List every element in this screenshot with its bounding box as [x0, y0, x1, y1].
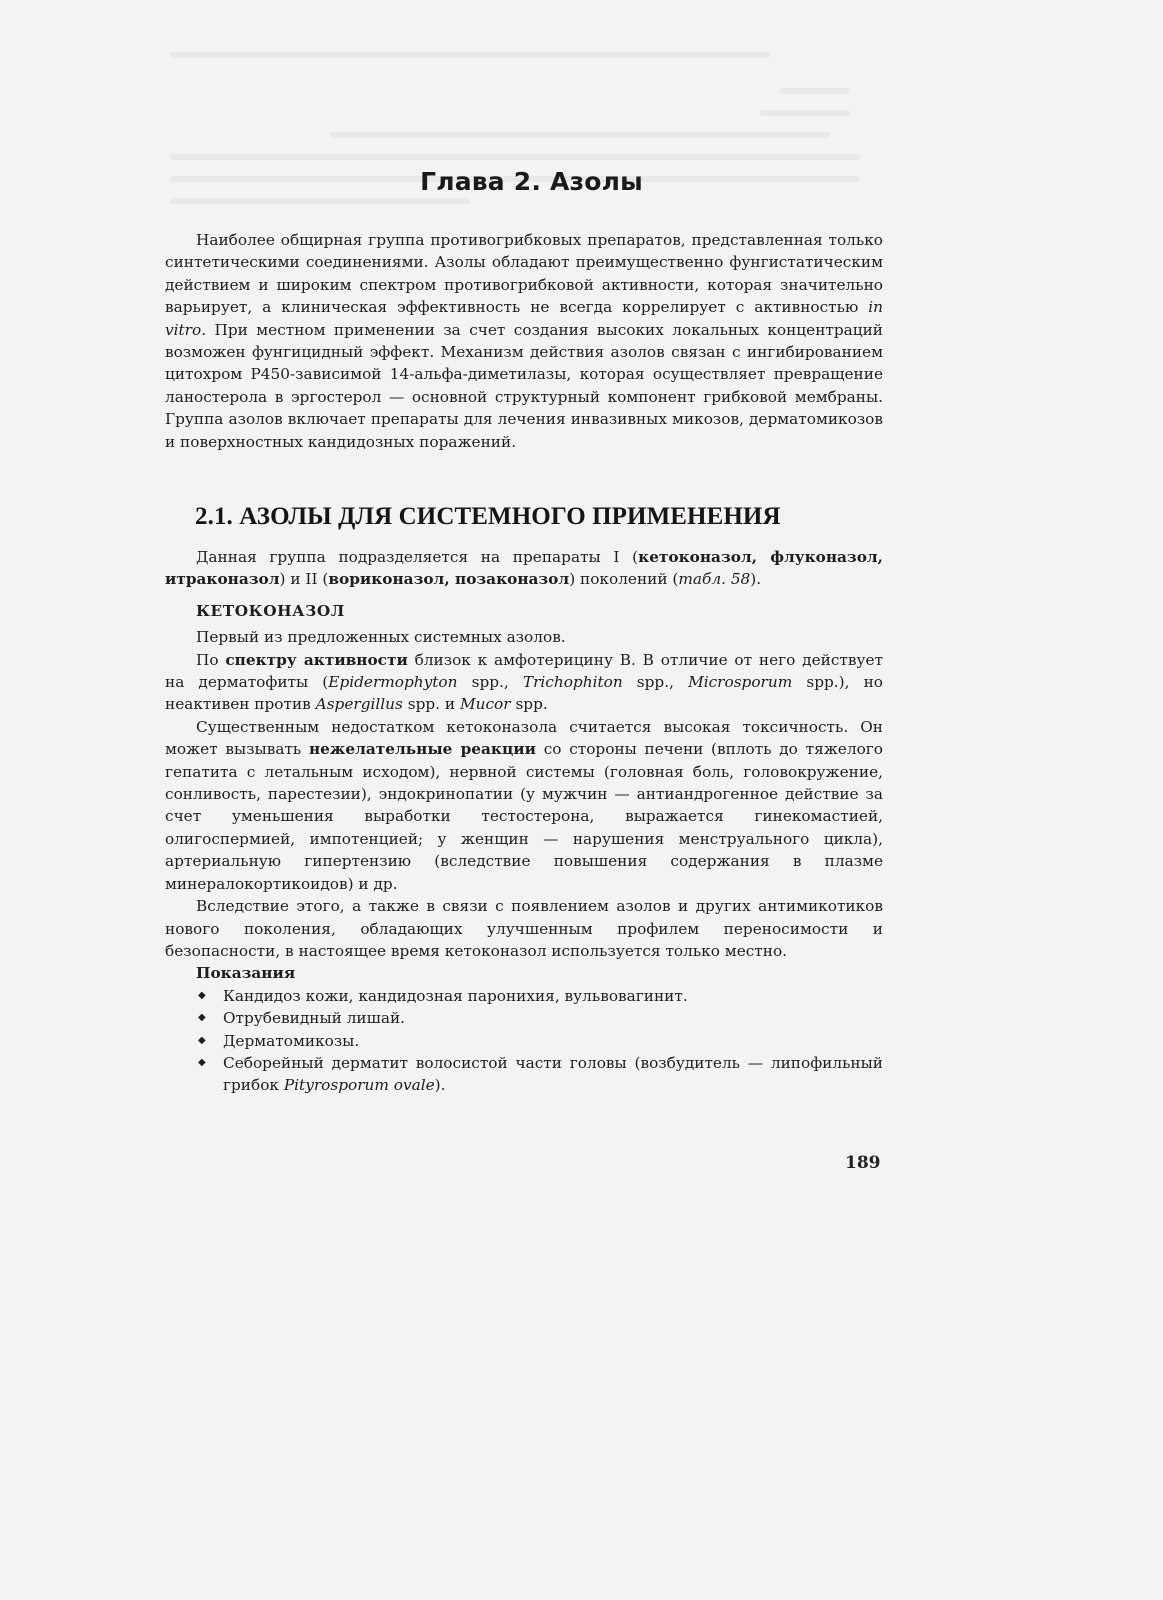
indication-text: ).	[434, 1076, 446, 1095]
bullet-icon: ◆	[198, 1056, 206, 1068]
organism-name: Microsporum	[688, 673, 793, 692]
organism-name: Pityrosporum ovale	[283, 1076, 435, 1095]
text-run: spp.), но неактивен против	[165, 673, 883, 714]
bleed-through-line	[170, 198, 470, 204]
text-run: spp. и	[402, 695, 460, 714]
second-generation-drugs: вориконазол, позаконазол	[328, 570, 570, 589]
activity-spectrum-term: спектру активности	[225, 650, 408, 669]
bleed-through-line	[760, 110, 850, 116]
organism-name: Aspergillus	[315, 695, 403, 714]
first-generation-drugs: кетоконазол, флуконазол, итраконазол	[165, 548, 884, 589]
list-item	[165, 1007, 883, 1029]
indications-list	[165, 985, 883, 1097]
text-run: По	[196, 650, 226, 669]
chapter-title: Глава 2. Азолы	[420, 167, 643, 196]
text-run: Существенным недостатком кетоконазола считается высокая токсичность. Он может вызывать	[165, 717, 883, 759]
text-run: Данная группа подразделяется на препараты I (	[196, 548, 639, 566]
bullet-icon: ◆	[198, 1034, 206, 1046]
organism-name: Epidermophyton	[328, 673, 458, 692]
section-body	[165, 546, 883, 1097]
indication-text: Кандидоз кожи, кандидозная паронихия, вульвовагинит.	[223, 986, 688, 1005]
list-item	[165, 1052, 883, 1097]
text-run: со стороны печени (вплоть до тяжелого гепатита с летальным исходом), нервной системы (головная боль, головокружение, сонливость, парестезии), эндокринопатии (у мужчин — антиандрогенное действие за счет уменьшения выработки тестостерона, выражается гинекомастией, олигоспермией, импотенцией; у женщин — нарушения менструального цикла), артериальную гипертензию (вследствие повышения содержания в плазме минералокортикоидов) и др.	[165, 740, 883, 893]
text-run: spp.	[510, 695, 548, 714]
text-run: spp.,	[457, 673, 523, 692]
page-number: 189	[845, 1153, 881, 1173]
bleed-through-line	[170, 154, 860, 160]
section-intro-paragraph	[165, 546, 883, 591]
in-vitro-term: in vitro	[165, 298, 883, 339]
table-reference: табл. 58	[678, 570, 751, 589]
bleed-through-line	[170, 52, 770, 58]
ketoconazole-first-paragraph: Первый из предложенных системных азолов.	[196, 628, 566, 647]
text-run: близок к амфотерицину В. В отличие от него действует на дерматофиты (	[165, 650, 884, 692]
bleed-through-line	[330, 132, 830, 138]
indication-text: Отрубевидный лишай.	[223, 1009, 406, 1028]
intro-paragraph	[165, 229, 883, 453]
organism-name: Trichophiton	[522, 673, 623, 692]
ketoconazole-heading: КЕТОКОНАЗОЛ	[196, 601, 345, 620]
indication-text: Дерматомикозы.	[223, 1031, 360, 1050]
text-run: ) поколений (	[569, 570, 679, 589]
bleed-through-line	[780, 88, 850, 94]
intro-text-2: . При местном применении за счет создания высоких локальных концентраций возможен фунгицидный эффект. Механизм действия азолов связан с ингибированием цитохром Р450-зависимой 14-альфа-диметилазы, которая осуществляет превращение ланостерола в эргостерол — основной структурный компонент грибковой мембраны. Группа азолов включает препараты для лечения инвазивных микозов, дерматомикозов и поверхностных кандидозных поражений.	[165, 320, 883, 451]
activity-spectrum-paragraph	[165, 649, 883, 716]
indication-text: Себорейный дерматит волосистой части головы (возбудитель — липофильный грибок	[223, 1053, 883, 1095]
bullet-icon: ◆	[198, 1012, 206, 1024]
toxicity-paragraph	[165, 716, 883, 895]
list-item	[165, 1030, 883, 1052]
organism-name: Mucor	[459, 695, 511, 714]
text-run: ).	[750, 570, 762, 589]
text-run: ) и II (	[279, 570, 329, 589]
adverse-reactions-term: нежелательные реакции	[308, 740, 536, 759]
bullet-icon: ◆	[198, 989, 206, 1001]
intro-text-1: Наиболее общирная группа противогрибковых препаратов, представленная только синтетическими соединениями. Азолы обладают преимущественно фунгистатическим действием и широким спектром противогрибковой активности, которая значительно варьирует, а клиническая эффективность не всегда коррелирует с активностью	[165, 231, 883, 317]
consequence-paragraph: Вследствие этого, а также в связи с появлением азолов и других антимикотиков нового поколения, обладающих улучшенным профилем переносимости и безопасности, в настоящее время кетоконазол используется только местно.	[165, 897, 883, 960]
indications-label: Показания	[196, 964, 296, 983]
text-run: spp.,	[622, 673, 689, 692]
list-item	[165, 985, 883, 1007]
section-title: 2.1. АЗОЛЫ ДЛЯ СИСТЕМНОГО ПРИМЕНЕНИЯ	[195, 503, 781, 530]
